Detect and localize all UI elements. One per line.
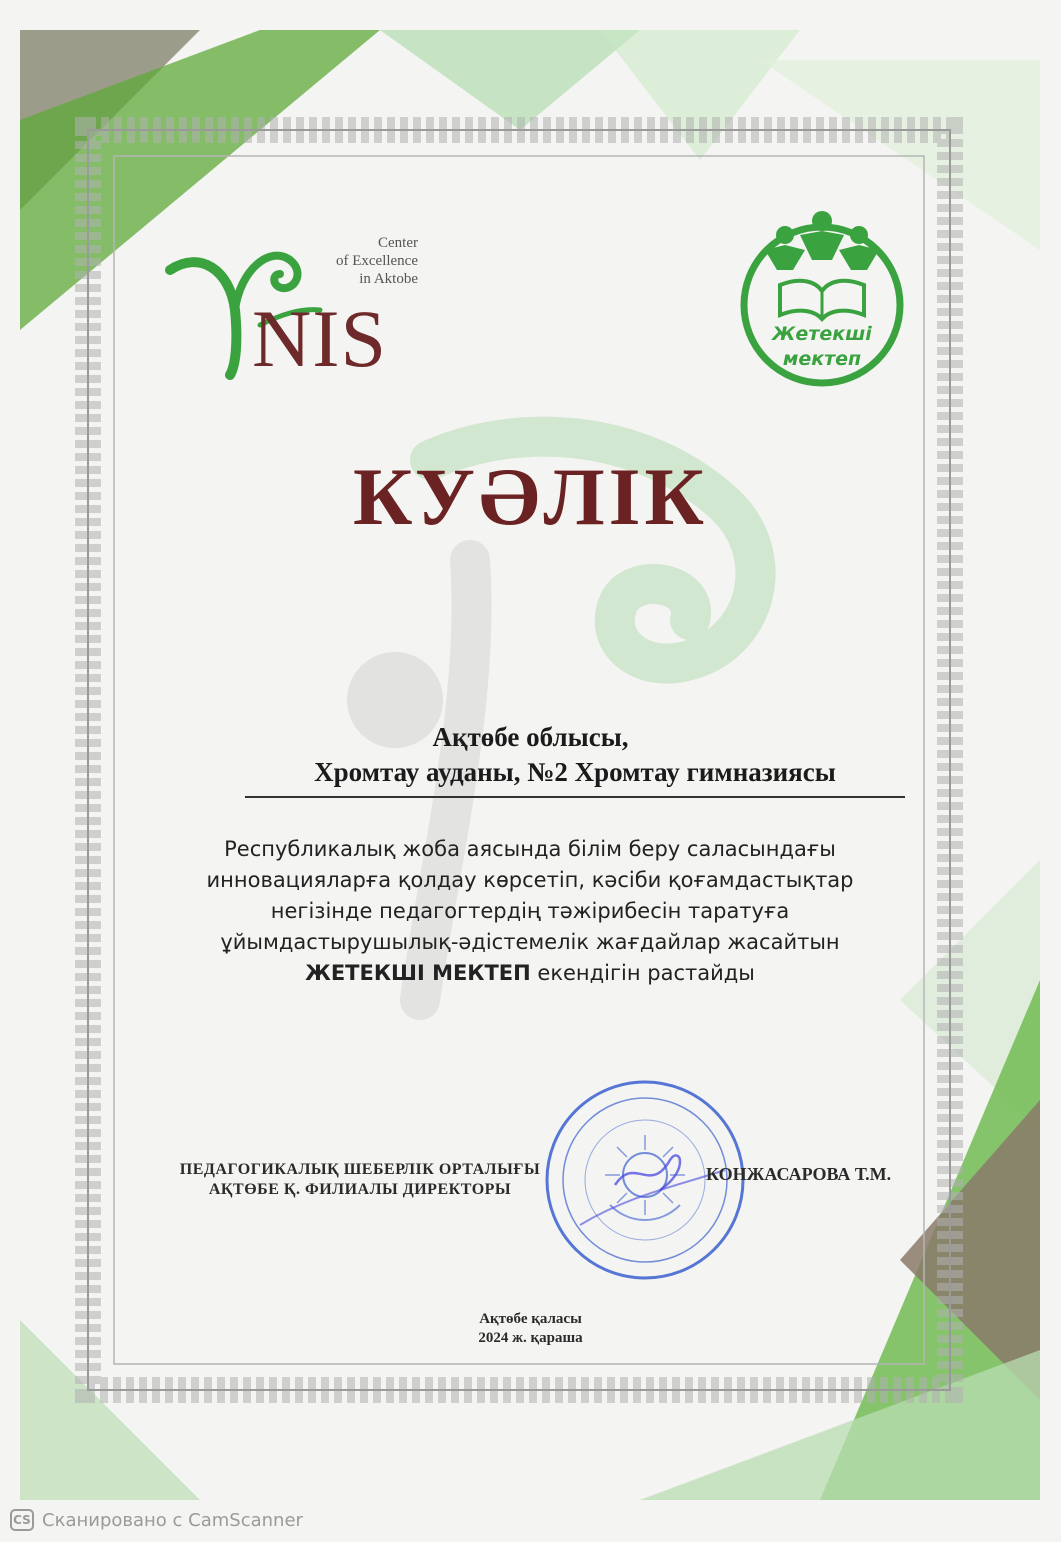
nis-city-text: in Aktobe — [359, 271, 418, 287]
recipient-underline — [245, 796, 905, 798]
recipient-school: Хромтау ауданы, №2 Хромтау гимназиясы — [314, 757, 836, 787]
signatory-position — [160, 1160, 560, 1200]
camscanner-watermark — [10, 1508, 303, 1532]
issue-place-date — [0, 1310, 1061, 1348]
signatory-position-line1: ПЕДАГОГИКАЛЫҚ ШЕБЕРЛІК ОРТАЛЫҒЫ — [179, 1161, 541, 1178]
recipient-region: Ақтөбе облысы, — [432, 722, 629, 752]
nis-caption — [306, 234, 418, 288]
body-line-4: ұйымдастырушылық-әдістемелік жағдайлар жасайтын — [220, 930, 840, 954]
nis-center-text: Center — [378, 235, 418, 251]
certificate-title: КУӘЛІК — [352, 451, 709, 542]
badge-line2: мектеп — [782, 348, 862, 370]
nis-wordmark: NIS — [252, 293, 388, 384]
nis-excellence-text: of Excellence — [335, 253, 418, 269]
camscanner-icon: CS — [10, 1509, 34, 1531]
body-line-1: Республикалық жоба аясында білім беру саласындағы — [224, 837, 836, 861]
camscanner-text: Сканировано с CamScanner — [42, 1509, 303, 1531]
signatory-position-line2: АҚТӨБЕ Қ. ФИЛИАЛЫ ДИРЕКТОРЫ — [208, 1181, 512, 1198]
body-line-2: инновацияларға қолдау көрсетіп, кәсіби қоғамдастықтар — [206, 868, 854, 892]
certificate-body — [180, 834, 880, 989]
zhetekshi-mektep-badge — [735, 205, 910, 390]
body-line-3: негізінде педагогтердің тәжірибесін таратуға — [270, 899, 790, 923]
issue-date: 2024 ж. қараша — [478, 1330, 583, 1346]
body-line-5-rest: екендігін растайды — [530, 961, 755, 985]
body-line-5-bold: ЖЕТЕКШІ МЕКТЕП — [305, 961, 531, 985]
body-line-5 — [180, 958, 880, 989]
badge-line1: Жетекші — [772, 323, 872, 345]
issue-city: Ақтөбе қаласы — [479, 1311, 582, 1327]
signatory-name: КОНЖАСАРОВА Т.М. — [706, 1164, 892, 1184]
